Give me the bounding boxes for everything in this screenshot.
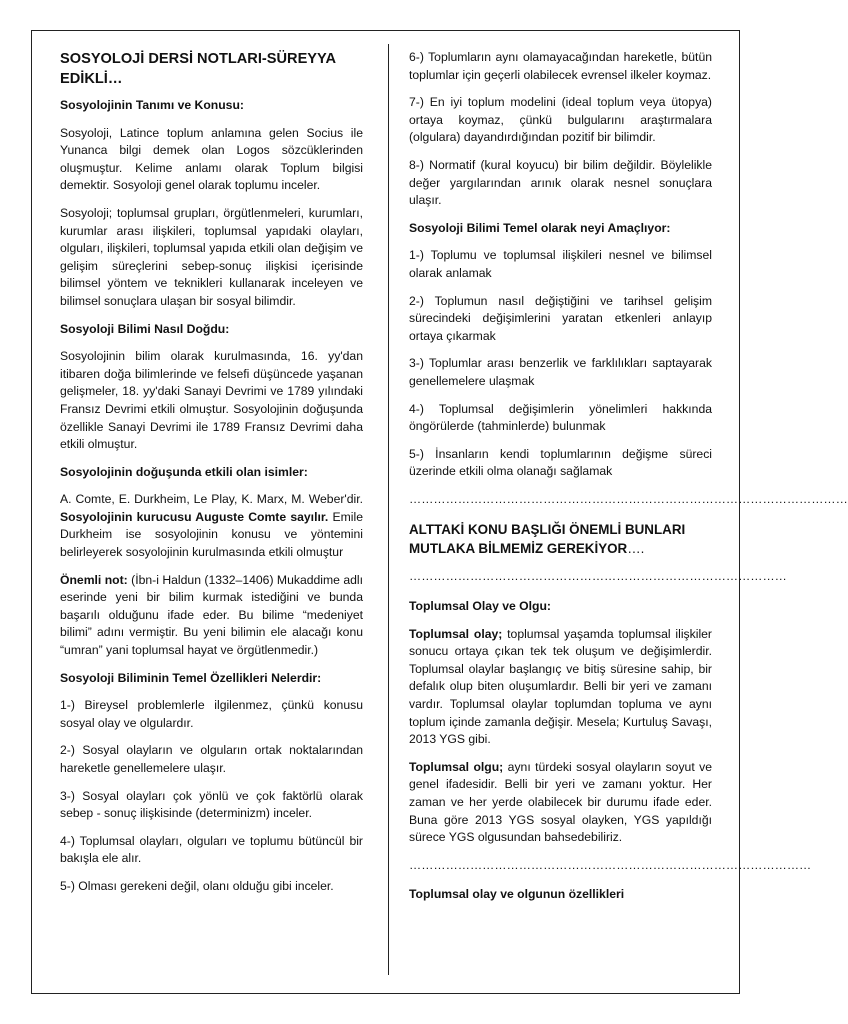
names-text: A. Comte, E. Durkheim, Le Play, K. Marx, M. Weber'dir. xyxy=(60,492,363,507)
heading-properties: Toplumsal olay ve olgunun özellikleri xyxy=(409,887,625,902)
right-column xyxy=(409,49,848,914)
names-durkheim: Emile Durkheim ise sosyolojinin konusu ve yöntemini belirleyerek sosyolojinin kurulmasında etkili olmuştur xyxy=(60,509,363,560)
aim-1: 1-) Toplumu ve toplumsal ilişkileri nesnel ve bilimsel olarak anlamak xyxy=(409,248,712,280)
feature-7: 7-) En iyi toplum modelini (ideal toplum veya ütopya) ortaya koymaz, çünkü bulgularını araştırmalara (olgulara) dayandırdığından pozitif bir bilimdir. xyxy=(409,95,712,145)
feature-3: 3-) Sosyal olayları çok yönlü ve çok faktörlü olarak sebep - sonuç ilişkisinde (determinizm) inceler. xyxy=(60,788,363,821)
feature-5: 5-) Olması gerekeni değil, olanı olduğu gibi inceler. xyxy=(60,878,334,893)
feature-8: 8-) Normatif (kural koyucu) bir bilim değildir. Böylelikle değer yargılarından arınık olarak nesnel sonuçlara ulaşır. xyxy=(409,157,712,208)
important-note xyxy=(60,572,363,660)
event-text: toplumsal yaşamda toplumsal ilişkiler sonucu ortaya çıkan tek tek oluşum ve değişimlerdir. Toplumsal olaylar başlangıç ve bitiş süresine sahip, bir defalık olup biten oluşumlardır. Belli bir yeri ve zamanı vardır. Toplumsal olaylar toplumdan topluma ve aynı toplum içinde zamanla değişir. Mesela; Kurtuluş Savaşı, 2013 YGS gibi. xyxy=(409,626,712,747)
aim-5: 5-) İnsanların kendi toplumlarının değişme süreci üzerinde etkili olma olanağı sağlamak xyxy=(409,446,712,479)
note-label: Önemli not: xyxy=(60,572,128,587)
heading-birth: Sosyoloji Bilimi Nasıl Doğdu: xyxy=(60,321,230,336)
fact-text: aynı türdeki sosyal olayların soyut ve genel ifadesidir. Belli bir yeri ve zamanı yoktur. Her zaman ve her yerde olabilecek bir durumu ifade eder. Buna göre 2013 YGS sosyal olayken, YGS yapıldığı sürece YGS olgusundan bahsedebiliriz. xyxy=(409,759,713,845)
paragraph-names xyxy=(60,491,363,561)
aim-3: 3-) Toplumlar arası benzerlik ve farklılıkları saptayarak genellemelere ulaşmak xyxy=(409,356,712,388)
dotted-separator-2: ………………………………………………………………………………… xyxy=(409,569,787,584)
paragraph-definition-1: Sosyoloji, Latince toplum anlamına gelen Socius ile Yunanca bilgi demek olan Logos sözcüklerinden oluşmuştur. Kelime anlamı olarak Toplum bilgisi demektir. Sosyoloji genel olarak toplumu inceler. xyxy=(60,125,363,193)
feature-1: 1-) Bireysel problemlerle ilgilenmez, çünkü konusu sosyal olay ve olgulardır. xyxy=(60,698,363,730)
heading-event-fact: Toplumsal Olay ve Olgu: xyxy=(409,599,551,614)
heading-features: Sosyoloji Biliminin Temel Özellikleri Nelerdir: xyxy=(60,670,322,685)
dotted-separator-1: ……………………………………………………………………………………………… xyxy=(409,491,848,506)
paragraph-fact xyxy=(409,759,712,847)
important-heading-ellipsis: …. xyxy=(627,541,645,557)
document-title: SOSYOLOJİ DERSİ NOTLARI-SÜREYYA EDİKLİ… xyxy=(60,51,336,87)
heading-aims: Sosyoloji Bilimi Temel olarak neyi Amaçlıyor: xyxy=(409,220,671,235)
paragraph-definition-2: Sosyoloji; toplumsal grupları, örgütlenmeleri, kurumları, kurumlar arası ilişkileri, toplumsal yapıdaki olayları, olguları, ilişkileri, toplumsal yapıda etkili olan değişim ve gelişim süreçlerini sebep-sonuç ilişkisi içerisinde bilimsel yöntem ve teknikleri kullanarak inceleyen ve bilimsel sonuçlara ulaşan bir sosyal bilimdir. xyxy=(60,205,363,308)
paragraph-birth: Sosyolojinin bilim olarak kurulmasında, 16. yy'dan itibaren doğa bilimlerinde ve felsefi düşüncede yaşanan gelişmeler, 18. yy'daki Sanayi Devrimi ve 1789 yılındaki Fransız Devrimi etkili olmuştur. Sosyolojinin doğuşunda özellikle Sanayi Devrimi ile 1789 Fransız Devrimi daha etkili olmuştur. xyxy=(60,349,363,452)
feature-4: 4-) Toplumsal olayları, olguları ve toplumu bütüncül bir bakışla ele alır. xyxy=(60,833,363,866)
aim-2: 2-) Toplumun nasıl değiştiğini ve tarihsel gelişim sürecindeki değişimlerini yaratan etkenleri anlayıp ortaya çıkarmak xyxy=(409,293,712,343)
heading-names: Sosyolojinin doğuşunda etkili olan isimler: xyxy=(60,464,308,479)
paragraph-event xyxy=(409,626,712,749)
fact-label: Toplumsal olgu; xyxy=(409,759,504,774)
feature-2: 2-) Sosyal olayların ve olguların ortak noktalarından hareketle genellemelere ulaşır. xyxy=(60,743,363,775)
feature-6: 6-) Toplumların aynı olamayacağından hareketle, bütün toplumlar için geçerli olabilecek evrensel ilkeler koymaz. xyxy=(409,50,712,82)
heading-definition: Sosyolojinin Tanımı ve Konusu: xyxy=(60,98,244,112)
dotted-separator-3: ……………………………………………………………………………………… xyxy=(409,857,812,872)
names-founder: Sosyolojinin kurucusu Auguste Comte sayılır. xyxy=(60,509,329,524)
left-column xyxy=(60,49,363,906)
important-heading-text: ALTTAKİ KONU BAŞLIĞI ÖNEMLİ BUNLARI MUTLAKA BİLMEMİZ GEREKİYOR xyxy=(409,522,686,557)
important-heading xyxy=(409,520,712,558)
aim-4: 4-) Toplumsal değişimlerin yönelimleri hakkında öngörülerde (tahminlerde) bulunmak xyxy=(409,401,712,434)
column-divider xyxy=(388,44,389,975)
event-label: Toplumsal olay; xyxy=(409,626,503,641)
note-text: (İbn-i Haldun (1332–1406) Mukaddime adlı eserinde yeni bir bilim kurmak istediğini ve bunda başarılı olduğunu ifade eder. Bu bilime “medeniyet bilimi” adını vermiştir. Bu yeni bilimin ele alacağı konu “umran” yani toplumsal hayat ve örgütlenmedir.) xyxy=(60,572,363,658)
